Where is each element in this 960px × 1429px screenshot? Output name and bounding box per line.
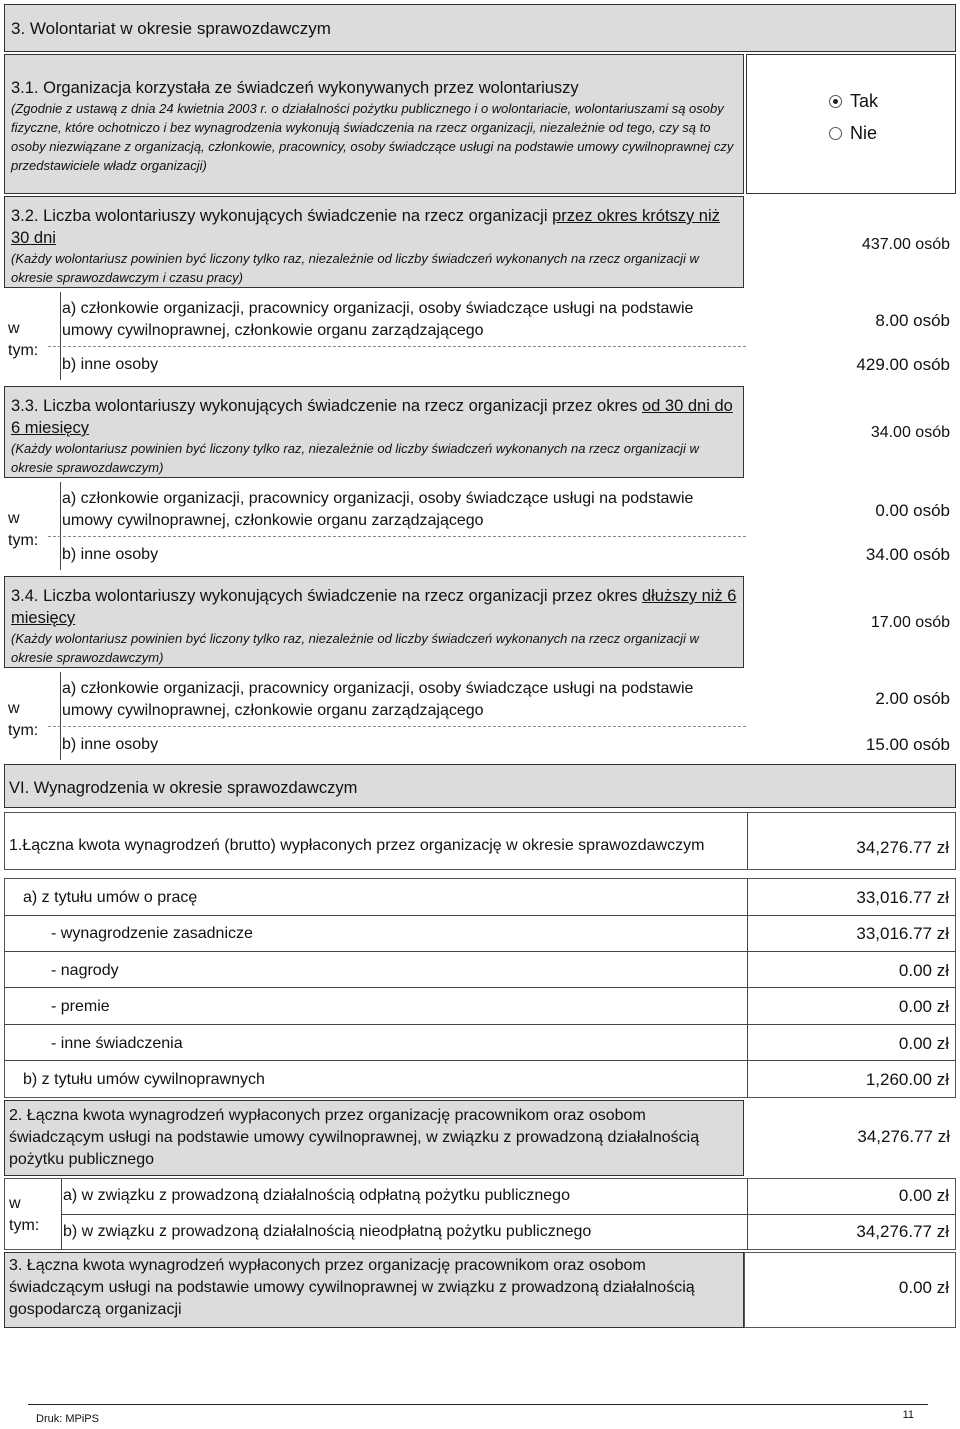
q33-wtym-block bbox=[4, 482, 956, 570]
q62-value: 34,276.77 zł bbox=[857, 1127, 950, 1146]
q34-wtym-block bbox=[4, 672, 956, 760]
q34-a-label: a) członkowie organizacji, pracownicy organizacji, osoby świadczące usługi na podstawie umowy cywilnoprawnej, członkowie organu zarządzającego bbox=[62, 680, 694, 719]
q32-total: 437.00 osób bbox=[861, 236, 950, 253]
breakdown-row-label: - premie bbox=[51, 998, 110, 1015]
q32-title bbox=[11, 205, 741, 249]
section-6-title: VI. Wynagrodzenia w okresie sprawozdawczym bbox=[9, 779, 358, 797]
q61-value: 34,276.77 zł bbox=[856, 838, 949, 857]
section-3-header bbox=[4, 4, 956, 52]
q32-b-value: 429.00 osób bbox=[856, 355, 950, 374]
q34-note: (Każdy wolontariusz powinien być liczony tylko raz, niezależnie od liczby świadczeń wykonanych na rzecz organizacji w okresie sprawozdawczym) bbox=[11, 631, 699, 665]
q63-label: 3. Łączna kwota wynagrodzeń wypłaconych przez organizację pracownikom oraz osobom świadczącym usługi na podstawie umowy cywilnoprawnej w związku z prowadzoną działalnością gospodarczą organizacji bbox=[9, 1257, 695, 1318]
breakdown-row-value: 33,016.77 zł bbox=[856, 888, 949, 907]
breakdown-row-value: 0.00 zł bbox=[898, 1034, 949, 1053]
q32-question-cell bbox=[4, 196, 744, 288]
q32-a-label: a) członkowie organizacji, pracownicy organizacji, osoby świadczące usługi na podstawie umowy cywilnoprawnej, członkowie organu zarządzającego bbox=[62, 300, 694, 339]
q63-value-cell bbox=[744, 1252, 956, 1328]
q33-title-prefix: 3.3. Liczba wolontariuszy wykonujących świadczenie na rzecz organizacji przez okres bbox=[11, 397, 642, 415]
q34-a-value: 2.00 osób bbox=[875, 689, 950, 708]
q32-note: (Każdy wolontariusz powinien być liczony tylko raz, niezależnie od liczby świadczeń wykonanych na rzecz organizacji w okresie sprawozdawczym i czasu pracy) bbox=[11, 251, 699, 285]
q34-title-prefix: 3.4. Liczba wolontariuszy wykonujących świadczenie na rzecz organizacji przez okres bbox=[11, 587, 642, 605]
q31-answer-cell bbox=[746, 54, 956, 194]
section-3-title: 3. Wolontariat w okresie sprawozdawczym bbox=[11, 19, 331, 38]
q32-b-label: b) inne osoby bbox=[62, 356, 159, 373]
radio-selected-icon bbox=[829, 95, 842, 108]
q62-wtym-label: w tym: bbox=[9, 1195, 40, 1234]
q61-breakdown-table bbox=[4, 878, 956, 1098]
q31-note: (Zgodnie z ustawą z dnia 24 kwietnia 2003 r. o działalności pożytku publicznego i o wolontariacie, wolontariuszami są osoby fizyczne, które ochotniczo i bez wynagrodzenia wykonują świadczenia na rzecz organizacji, niezależnie od tego, czy są to osoby niezwiązane z organizacją, członkowie, pracownicy, osoby świadczące usługi na podstawie umowy cywilnoprawnej czy przedstawiciele władz organizacji) bbox=[11, 101, 734, 173]
q33-note: (Każdy wolontariusz powinien być liczony tylko raz, niezależnie od liczby świadczeń wykonanych na rzecz organizacji w okresie sprawozdawczym) bbox=[11, 441, 699, 475]
footer bbox=[28, 1404, 928, 1428]
breakdown-row-label: a) z tytułu umów o pracę bbox=[23, 889, 198, 906]
breakdown-row-label: - inne świadczenia bbox=[51, 1035, 183, 1052]
q62a-label: a) w związku z prowadzoną działalnością odpłatną pożytku publicznego bbox=[63, 1187, 570, 1204]
q33-title bbox=[11, 395, 741, 439]
q62-wtym-block bbox=[4, 1178, 956, 1250]
q61-label: 1.Łączna kwota wynagrodzeń (brutto) wypłaconych przez organizację w okresie sprawozdawczym bbox=[9, 837, 705, 854]
q31-option-yes-label: Tak bbox=[850, 91, 879, 111]
q31-option-yes[interactable] bbox=[829, 91, 878, 112]
q34-total: 17.00 osób bbox=[870, 614, 950, 631]
q33-a-label: a) członkowie organizacji, pracownicy organizacji, osoby świadczące usługi na podstawie umowy cywilnoprawnej, członkowie organu zarządzającego bbox=[62, 490, 694, 529]
breakdown-row-label: b) z tytułu umów cywilnoprawnych bbox=[23, 1071, 265, 1088]
section-6-header bbox=[4, 764, 956, 808]
q31-question-cell bbox=[4, 54, 744, 194]
footer-page-number: 11 bbox=[902, 1409, 914, 1421]
breakdown-row-value: 33,016.77 zł bbox=[856, 924, 949, 943]
q33-question-cell bbox=[4, 386, 744, 478]
q33-b-label: b) inne osoby bbox=[62, 546, 159, 563]
q33-b-value: 34.00 osób bbox=[865, 545, 950, 564]
q62a-value: 0.00 zł bbox=[898, 1186, 949, 1205]
q31-option-no-label: Nie bbox=[850, 123, 878, 143]
q32-wtym-block bbox=[4, 292, 956, 380]
q63-question-cell bbox=[4, 1252, 744, 1328]
q33-wtym-label: w tym: bbox=[8, 510, 39, 549]
q63-value: 0.00 zł bbox=[898, 1278, 949, 1297]
q34-wtym-label: w tym: bbox=[8, 700, 39, 739]
q61-row bbox=[4, 812, 956, 870]
q32-title-prefix: 3.2. Liczba wolontariuszy wykonujących świadczenie na rzecz organizacji bbox=[11, 207, 553, 225]
breakdown-row-label: - nagrody bbox=[51, 962, 119, 979]
q32-a-value: 8.00 osób bbox=[875, 311, 950, 330]
q33-a-value: 0.00 osób bbox=[875, 501, 950, 520]
q62-question-cell bbox=[4, 1100, 744, 1176]
breakdown-row-value: 1,260.00 zł bbox=[865, 1070, 949, 1089]
q62-label: 2. Łączna kwota wynagrodzeń wypłaconych przez organizację pracownikom oraz osobom świadczącym usługi na podstawie umowy cywilnoprawnej, w związku z prowadzoną działalnością pożytku publicznego bbox=[9, 1107, 700, 1168]
breakdown-row-value: 0.00 zł bbox=[898, 961, 949, 980]
breakdown-row-value: 0.00 zł bbox=[898, 997, 949, 1016]
q62b-label: b) w związku z prowadzoną działalnością nieodpłatną pożytku publicznego bbox=[63, 1223, 592, 1240]
q32-wtym-label: w tym: bbox=[8, 320, 39, 359]
q34-question-cell bbox=[4, 576, 744, 668]
footer-print-label: Druk: MPiPS bbox=[36, 1413, 99, 1425]
q32-title-underlined: przez okres krótszy niż 30 dni bbox=[11, 207, 720, 247]
q33-total: 34.00 osób bbox=[870, 424, 950, 441]
q31-title: 3.1. Organizacja korzystała ze świadczeń wykonywanych przez wolontariuszy bbox=[11, 79, 579, 97]
q62b-value: 34,276.77 zł bbox=[856, 1222, 949, 1241]
q33-title-underlined: od 30 dni do 6 miesięcy bbox=[11, 397, 733, 437]
q34-title-underlined: dłuższy niż 6 miesięcy bbox=[11, 587, 737, 627]
q34-title bbox=[11, 585, 741, 629]
q34-b-label: b) inne osoby bbox=[62, 736, 159, 753]
q31-option-no[interactable] bbox=[829, 123, 877, 144]
q34-b-value: 15.00 osób bbox=[865, 735, 950, 754]
breakdown-row-label: - wynagrodzenie zasadnicze bbox=[51, 925, 253, 942]
radio-unselected-icon bbox=[829, 127, 842, 140]
